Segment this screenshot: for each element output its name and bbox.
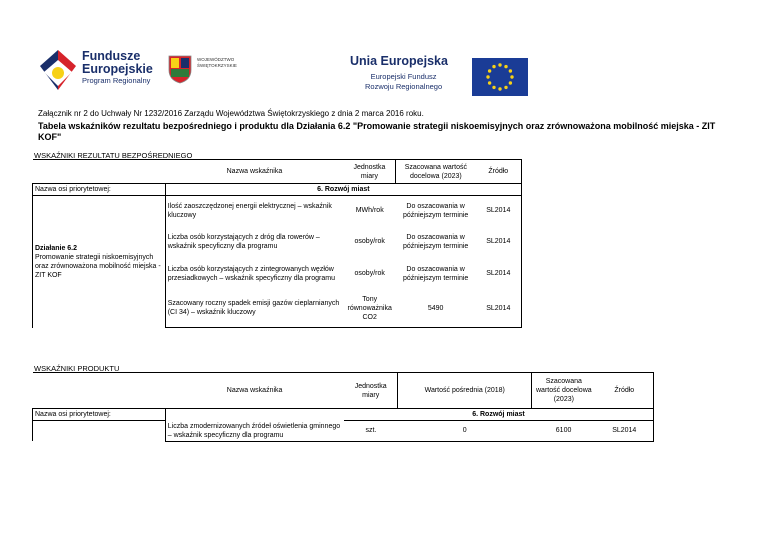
ue-title: Unia Europejska (350, 54, 448, 68)
eu-star-icon (486, 75, 489, 78)
eu-star-icon (510, 75, 513, 78)
result-row-unit: osoby/rok (354, 270, 385, 277)
ue-line1: Europejski Fundusz (370, 72, 437, 81)
result-action-label: Działanie 6.2 (35, 244, 78, 252)
result-header-name: Nazwa wskaźnika (165, 160, 344, 184)
result-header-target: Szacowana wartość docelowa (2023) (396, 160, 476, 184)
product-header-mid: Wartość pośrednia (2018) (398, 373, 532, 409)
product-axis-label: Nazwa osi priorytetowej: (33, 409, 166, 421)
result-axis-name: 6. Rozwój miast (165, 184, 521, 196)
product-table (32, 372, 654, 442)
fe-emblem-icon (38, 48, 78, 92)
result-row-target: Do oszacowania w późniejszym terminie (402, 202, 469, 219)
eu-star-icon (504, 86, 507, 89)
product-header-target: Szacowana wartość docelowa (2023) (532, 373, 596, 409)
fe-logo (38, 48, 178, 98)
product-axis-spacer (165, 409, 344, 421)
ue-line2: Rozwoju Regionalnego (365, 81, 443, 91)
product-empty-header-cell (33, 373, 166, 409)
result-action-desc: Promowanie strategii niskoemisyjnych oraz zrównoważona mobilność miejska - ZIT KOF (35, 253, 161, 279)
eu-star-icon (488, 81, 491, 84)
eu-star-icon (509, 69, 512, 72)
product-axis-name: 6. Rozwój miast (344, 409, 654, 421)
product-header-source: Źródło (596, 373, 654, 409)
result-row-unit: Tony równoważnika CO2 (344, 290, 396, 328)
result-row-name: Liczba osób korzystających z zintegrowanych węzłów przesiadkowych – wskaźnik specyficzny dla programu (165, 258, 344, 290)
product-row-unit: szt. (344, 421, 398, 442)
product-header-unit: Jednostka miary (344, 373, 398, 409)
eu-star-icon (498, 63, 501, 66)
eu-flag-icon (472, 58, 528, 96)
result-section-title: WSKAŹNIKI REZULTATU BEZPOŚREDNIEGO (34, 151, 193, 160)
swk-line1: WOJEWÓDZTWO (197, 57, 235, 62)
document-title: Tabela wskaźników rezultatu bezpośredniego i produktu dla Działania 6.2 "Promowanie strategii niskoemisyjnych oraz zrównoważona mobilność miejska - ZIT KOF" (38, 121, 716, 142)
result-row-source: SL2014 (476, 226, 522, 258)
result-row-name: Ilość zaoszczędzonej energii elektrycznej – wskaźnik kluczowy (165, 196, 344, 226)
product-header-name: Nazwa wskaźnika (165, 373, 344, 409)
result-row-target: 5490 (396, 290, 476, 328)
eu-star-icon (498, 87, 501, 90)
eu-star-icon (492, 86, 495, 89)
result-header-unit: Jednostka miary (344, 160, 396, 184)
result-row-unit: osoby/rok (354, 238, 385, 245)
result-row-target: Do oszacowania w późniejszym terminie (402, 233, 469, 250)
result-row-target: Do oszacowania w późniejszym terminie (402, 265, 469, 282)
eu-star-icon (504, 65, 507, 68)
ue-logo (342, 54, 542, 102)
result-empty-header-cell (33, 160, 166, 184)
product-section-title: WSKAŹNIKI PRODUKTU (34, 364, 120, 373)
eu-star-icon (492, 65, 495, 68)
product-action-cell (33, 421, 166, 442)
result-header-source: Źródło (476, 160, 522, 184)
fe-line2: Europejskie (82, 62, 153, 76)
eu-star-icon (488, 69, 491, 72)
result-row-source: SL2014 (476, 196, 522, 226)
product-row-source: SL2014 (596, 421, 654, 442)
fe-line3: Program Regionalny (82, 76, 151, 85)
result-row-name: Szacowany roczny spadek emisji gazów cieplarnianych (CI 34) – wskaźnik kluczowy (165, 290, 344, 328)
result-table (32, 159, 522, 328)
eu-star-icon (509, 81, 512, 84)
result-row-name: Liczba osób korzystających z dróg dla rowerów – wskaźnik specyficzny dla programu (165, 226, 344, 258)
product-row-target: 6100 (532, 421, 596, 442)
result-action-cell (33, 196, 166, 328)
result-row-source: SL2014 (476, 290, 522, 328)
result-row-source: SL2014 (476, 258, 522, 290)
swk-line2: ŚWIĘTOKRZYSKIE (197, 63, 237, 68)
result-row-unit: MWh/rok (355, 207, 384, 215)
swk-logo (167, 54, 247, 84)
product-row-mid: 0 (398, 421, 532, 442)
result-axis-label: Nazwa osi priorytetowej: (33, 184, 166, 196)
coat-of-arms-icon (167, 54, 193, 84)
annex-note: Załącznik nr 2 do Uchwały Nr 1232/2016 Zarządu Województwa Świętokrzyskiego z dnia 2 marca 2016 roku. (38, 109, 424, 118)
fe-line1: Fundusze (82, 49, 141, 63)
product-row-name: Liczba zmodernizowanych źródeł oświetlenia gminnego – wskaźnik specyficzny dla programu (165, 421, 344, 442)
